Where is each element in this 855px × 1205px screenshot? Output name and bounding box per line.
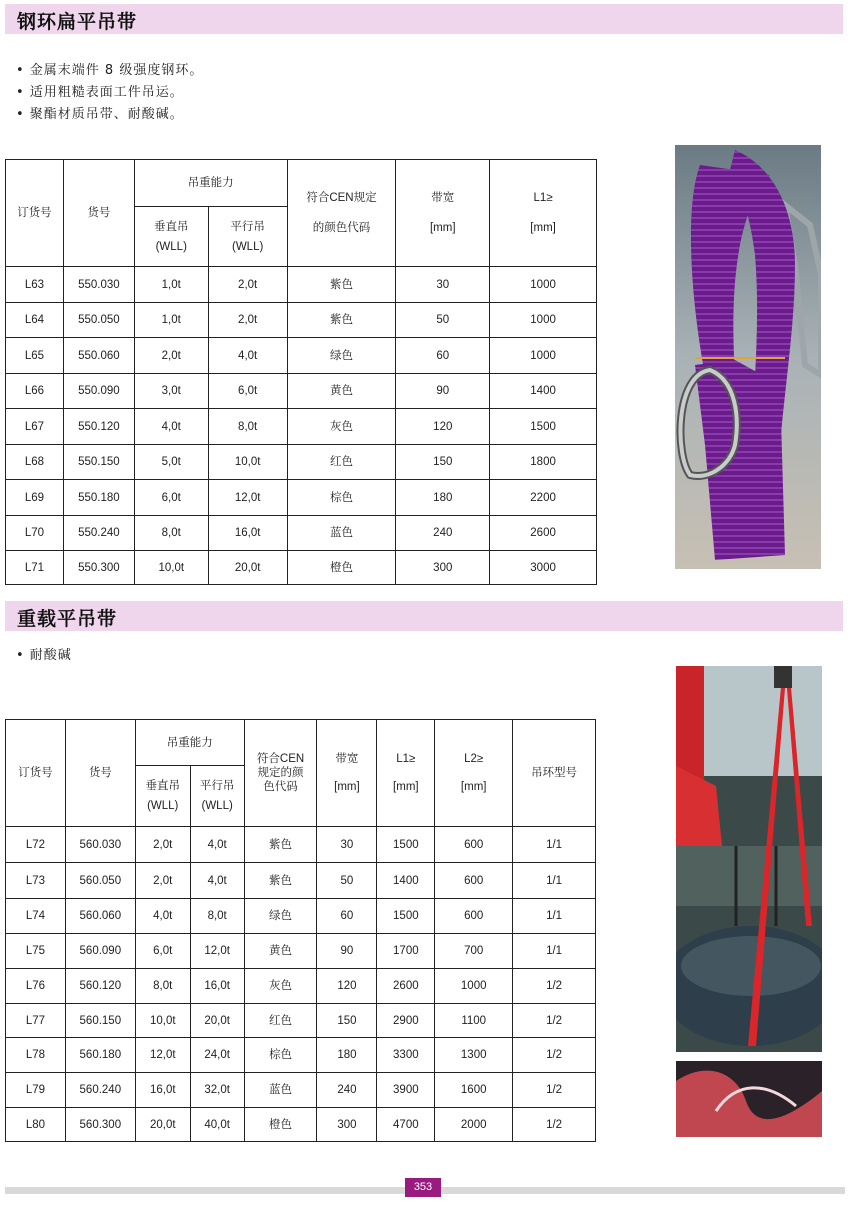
header-l1: L1≥ [mm] bbox=[490, 160, 597, 267]
table-cell: 1/2 bbox=[513, 1004, 596, 1038]
table-cell: 1500 bbox=[377, 827, 435, 863]
table-cell: 灰色 bbox=[287, 409, 396, 445]
table-cell: 16,0t bbox=[135, 1073, 190, 1108]
table-cell: 550.240 bbox=[63, 516, 134, 551]
table-cell: 180 bbox=[396, 480, 490, 516]
table-cell: 5,0t bbox=[134, 445, 208, 480]
table-cell: 黄色 bbox=[244, 934, 317, 969]
feature-list bbox=[16, 60, 203, 126]
table-cell: 2200 bbox=[490, 480, 597, 516]
feature-list bbox=[16, 645, 72, 667]
table-cell: 灰色 bbox=[244, 969, 317, 1004]
table-cell: 550.030 bbox=[63, 267, 134, 303]
table-cell: 560.090 bbox=[65, 934, 135, 969]
header-width: 带宽 [mm] bbox=[317, 720, 377, 827]
table-cell: 1000 bbox=[490, 338, 597, 374]
table-cell: 16,0t bbox=[190, 969, 244, 1004]
table-cell: 1600 bbox=[435, 1073, 513, 1108]
table-cell: 4,0t bbox=[190, 827, 244, 863]
table-cell: 1,0t bbox=[134, 267, 208, 303]
table-cell: 3900 bbox=[377, 1073, 435, 1108]
table-cell: 32,0t bbox=[190, 1073, 244, 1108]
table-cell: 1/1 bbox=[513, 827, 596, 863]
table-cell: 700 bbox=[435, 934, 513, 969]
table-cell: 10,0t bbox=[135, 1004, 190, 1038]
table-cell: 1400 bbox=[377, 863, 435, 899]
table-cell: 红色 bbox=[244, 1004, 317, 1038]
table-cell: 12,0t bbox=[208, 480, 287, 516]
table-cell: 2,0t bbox=[135, 863, 190, 899]
table-cell: 24,0t bbox=[190, 1038, 244, 1073]
table-cell: 1100 bbox=[435, 1004, 513, 1038]
table-cell: 150 bbox=[317, 1004, 377, 1038]
table-cell: 2600 bbox=[377, 969, 435, 1004]
header-l1: L1≥ [mm] bbox=[377, 720, 435, 827]
table-cell: 紫色 bbox=[244, 863, 317, 899]
header-vertical: 垂直吊 (WLL) bbox=[135, 766, 190, 827]
table-cell: 1500 bbox=[377, 899, 435, 934]
table-row bbox=[6, 409, 597, 445]
header-vertical: 垂直吊 (WLL) bbox=[134, 207, 208, 267]
table-cell: 4,0t bbox=[135, 899, 190, 934]
table-cell: 560.120 bbox=[65, 969, 135, 1004]
table-row bbox=[6, 551, 597, 585]
table-cell: 10,0t bbox=[134, 551, 208, 585]
table-cell: L78 bbox=[6, 1038, 66, 1073]
table-cell: 1/1 bbox=[513, 899, 596, 934]
header-color-code: 符合CEN 规定的颜 色代码 bbox=[244, 720, 317, 827]
table-cell: L75 bbox=[6, 934, 66, 969]
section-header-steel-ring-sling bbox=[5, 4, 843, 34]
header-parallel: 平行吊 (WLL) bbox=[208, 207, 287, 267]
table-cell: 蓝色 bbox=[287, 516, 396, 551]
header-order-no: 订货号 bbox=[6, 720, 66, 827]
table-row bbox=[6, 1108, 596, 1142]
header-width: 带宽 [mm] bbox=[396, 160, 490, 267]
table-row bbox=[6, 338, 597, 374]
table-cell: 16,0t bbox=[208, 516, 287, 551]
table-cell: 180 bbox=[317, 1038, 377, 1073]
feature-item: • 聚酯材质吊带、耐酸碱。 bbox=[16, 107, 184, 122]
table-cell: 6,0t bbox=[208, 374, 287, 409]
header-capacity: 吊重能力 bbox=[134, 160, 287, 207]
header-parallel: 平行吊 (WLL) bbox=[190, 766, 244, 827]
table-cell: 棕色 bbox=[244, 1038, 317, 1073]
table-cell: 紫色 bbox=[287, 303, 396, 338]
table-cell: L79 bbox=[6, 1073, 66, 1108]
header-l2: L2≥ [mm] bbox=[435, 720, 513, 827]
table-row bbox=[6, 863, 596, 899]
table-cell: L80 bbox=[6, 1108, 66, 1142]
table-row bbox=[6, 969, 596, 1004]
table-row bbox=[6, 827, 596, 863]
table-row bbox=[6, 1004, 596, 1038]
table-cell: 150 bbox=[396, 445, 490, 480]
table-cell: 1,0t bbox=[134, 303, 208, 338]
table-cell: 8,0t bbox=[190, 899, 244, 934]
table-cell: 240 bbox=[317, 1073, 377, 1108]
table-cell: 3000 bbox=[490, 551, 597, 585]
table-cell: 2,0t bbox=[208, 303, 287, 338]
table-cell: L73 bbox=[6, 863, 66, 899]
table-cell: 2900 bbox=[377, 1004, 435, 1038]
table-cell: 560.300 bbox=[65, 1108, 135, 1142]
table-cell: 120 bbox=[396, 409, 490, 445]
table-cell: 120 bbox=[317, 969, 377, 1004]
table-cell: 560.180 bbox=[65, 1038, 135, 1073]
section-title: 重载平吊带 bbox=[17, 608, 118, 630]
header-item-no: 货号 bbox=[63, 160, 134, 267]
table-cell: 黄色 bbox=[287, 374, 396, 409]
header-ring-type: 吊环型号 bbox=[513, 720, 596, 827]
table-cell: 30 bbox=[396, 267, 490, 303]
table-cell: 4700 bbox=[377, 1108, 435, 1142]
table-cell: 1700 bbox=[377, 934, 435, 969]
table-cell: 2,0t bbox=[208, 267, 287, 303]
table-row bbox=[6, 445, 597, 480]
table-cell: 12,0t bbox=[190, 934, 244, 969]
table-cell: L76 bbox=[6, 969, 66, 1004]
table-cell: 1/1 bbox=[513, 934, 596, 969]
table-cell: 1000 bbox=[490, 267, 597, 303]
header-item-no: 货号 bbox=[65, 720, 135, 827]
table-cell: 12,0t bbox=[135, 1038, 190, 1073]
table-cell: L63 bbox=[6, 267, 64, 303]
table-cell: L72 bbox=[6, 827, 66, 863]
table-cell: L71 bbox=[6, 551, 64, 585]
table-cell: 橙色 bbox=[244, 1108, 317, 1142]
table-cell: 1/2 bbox=[513, 969, 596, 1004]
table-cell: 550.150 bbox=[63, 445, 134, 480]
table-cell: 2600 bbox=[490, 516, 597, 551]
table-cell: 橙色 bbox=[287, 551, 396, 585]
table-cell: 6,0t bbox=[135, 934, 190, 969]
table-cell: 600 bbox=[435, 899, 513, 934]
purple-sling-photo bbox=[675, 145, 821, 569]
table-cell: 6,0t bbox=[134, 480, 208, 516]
table-cell: 60 bbox=[317, 899, 377, 934]
table-cell: 棕色 bbox=[287, 480, 396, 516]
table-cell: 8,0t bbox=[208, 409, 287, 445]
table-cell: 560.240 bbox=[65, 1073, 135, 1108]
table-cell: 560.150 bbox=[65, 1004, 135, 1038]
table-cell: L68 bbox=[6, 445, 64, 480]
table-cell: 600 bbox=[435, 863, 513, 899]
table-cell: 20,0t bbox=[135, 1108, 190, 1142]
table-cell: 1/2 bbox=[513, 1073, 596, 1108]
table-cell: 1800 bbox=[490, 445, 597, 480]
table-row bbox=[6, 934, 596, 969]
table-cell: 紫色 bbox=[287, 267, 396, 303]
table-cell: 550.120 bbox=[63, 409, 134, 445]
page-number: 353 bbox=[405, 1178, 441, 1197]
table-cell: 550.300 bbox=[63, 551, 134, 585]
table-row bbox=[6, 267, 597, 303]
table-cell: 8,0t bbox=[134, 516, 208, 551]
table-cell: 550.180 bbox=[63, 480, 134, 516]
table-cell: 20,0t bbox=[190, 1004, 244, 1038]
table-row bbox=[6, 899, 596, 934]
table-cell: L70 bbox=[6, 516, 64, 551]
table-row bbox=[6, 303, 597, 338]
table-cell: 60 bbox=[396, 338, 490, 374]
table-cell: 4,0t bbox=[134, 409, 208, 445]
table-cell: L77 bbox=[6, 1004, 66, 1038]
table-cell: 550.090 bbox=[63, 374, 134, 409]
table-cell: 8,0t bbox=[135, 969, 190, 1004]
table-row bbox=[6, 374, 597, 409]
table-cell: L67 bbox=[6, 409, 64, 445]
table-cell: 90 bbox=[317, 934, 377, 969]
table-cell: 560.060 bbox=[65, 899, 135, 934]
table-cell: 40,0t bbox=[190, 1108, 244, 1142]
sling-detail-photo bbox=[676, 1061, 822, 1137]
feature-item: • 适用粗糙表面工件吊运。 bbox=[16, 85, 184, 100]
feature-item: • 金属末端件 8 级强度钢环。 bbox=[16, 63, 204, 78]
table-cell: 1000 bbox=[435, 969, 513, 1004]
table-row bbox=[6, 1038, 596, 1073]
table-cell: 绿色 bbox=[244, 899, 317, 934]
table-cell: L65 bbox=[6, 338, 64, 374]
table-cell: 1400 bbox=[490, 374, 597, 409]
table-cell: L66 bbox=[6, 374, 64, 409]
table-cell: 10,0t bbox=[208, 445, 287, 480]
table-cell: L69 bbox=[6, 480, 64, 516]
table-cell: L74 bbox=[6, 899, 66, 934]
spec-table-heavy-duty-sling bbox=[5, 719, 596, 1142]
header-order-no: 订货号 bbox=[6, 160, 64, 267]
table-row bbox=[6, 480, 597, 516]
section-header-heavy-duty-sling bbox=[5, 601, 843, 631]
table-cell: 1/2 bbox=[513, 1108, 596, 1142]
table-cell: L64 bbox=[6, 303, 64, 338]
table-cell: 绿色 bbox=[287, 338, 396, 374]
table-cell: 600 bbox=[435, 827, 513, 863]
table-cell: 2000 bbox=[435, 1108, 513, 1142]
table-cell: 1000 bbox=[490, 303, 597, 338]
table-cell: 1500 bbox=[490, 409, 597, 445]
spec-table-steel-ring-sling bbox=[5, 159, 597, 585]
table-cell: 3,0t bbox=[134, 374, 208, 409]
table-cell: 300 bbox=[317, 1108, 377, 1142]
header-capacity: 吊重能力 bbox=[135, 720, 244, 766]
table-cell: 1300 bbox=[435, 1038, 513, 1073]
table-row bbox=[6, 1073, 596, 1108]
table-cell: 红色 bbox=[287, 445, 396, 480]
table-cell: 550.060 bbox=[63, 338, 134, 374]
header-color-code: 符合CEN规定 的颜色代码 bbox=[287, 160, 396, 267]
table-cell: 蓝色 bbox=[244, 1073, 317, 1108]
table-cell: 2,0t bbox=[135, 827, 190, 863]
table-cell: 90 bbox=[396, 374, 490, 409]
red-sling-photo bbox=[676, 666, 822, 1052]
table-cell: 240 bbox=[396, 516, 490, 551]
section-title: 钢环扁平吊带 bbox=[17, 11, 138, 33]
table-cell: 2,0t bbox=[134, 338, 208, 374]
table-cell: 50 bbox=[317, 863, 377, 899]
table-row bbox=[6, 516, 597, 551]
table-cell: 4,0t bbox=[190, 863, 244, 899]
table-cell: 560.030 bbox=[65, 827, 135, 863]
table-cell: 50 bbox=[396, 303, 490, 338]
table-cell: 4,0t bbox=[208, 338, 287, 374]
table-cell: 紫色 bbox=[244, 827, 317, 863]
table-cell: 20,0t bbox=[208, 551, 287, 585]
table-cell: 560.050 bbox=[65, 863, 135, 899]
table-cell: 550.050 bbox=[63, 303, 134, 338]
table-cell: 300 bbox=[396, 551, 490, 585]
feature-item: • 耐酸碱 bbox=[16, 648, 72, 663]
table-cell: 3300 bbox=[377, 1038, 435, 1073]
table-cell: 1/2 bbox=[513, 1038, 596, 1073]
table-cell: 1/1 bbox=[513, 863, 596, 899]
table-cell: 30 bbox=[317, 827, 377, 863]
